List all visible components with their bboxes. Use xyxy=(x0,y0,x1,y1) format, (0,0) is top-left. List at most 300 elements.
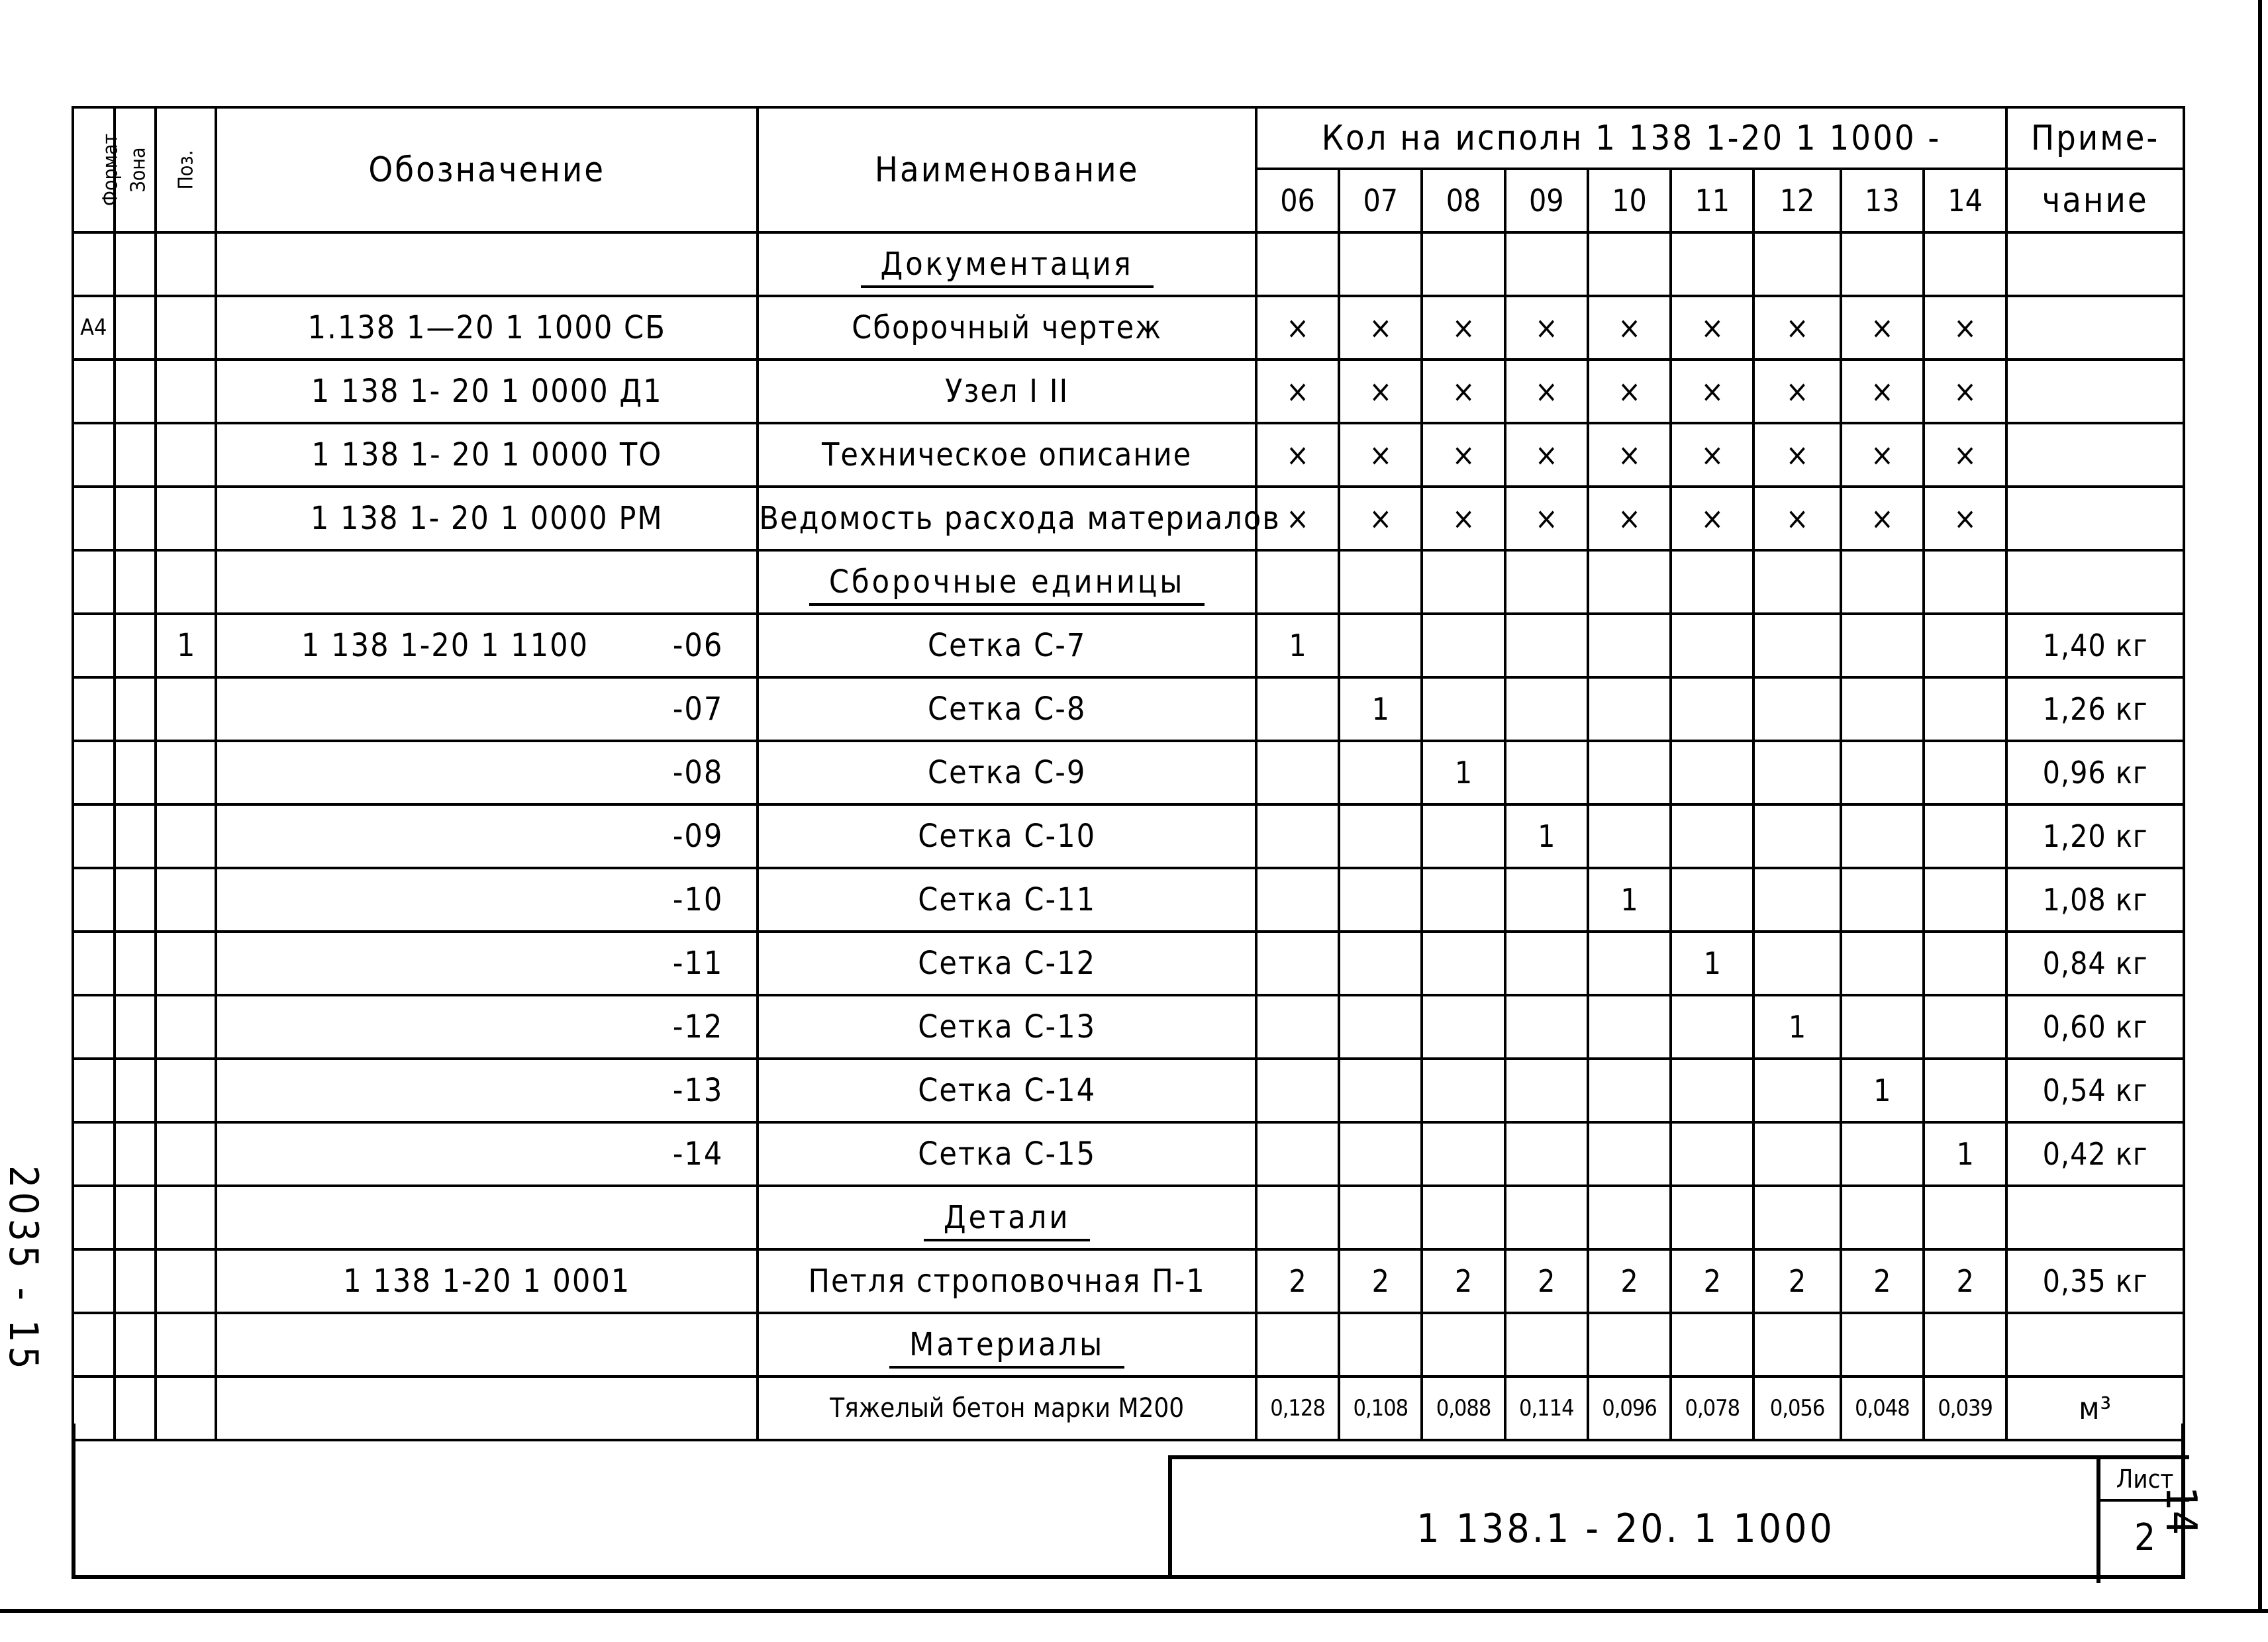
note-cell xyxy=(2006,232,2184,296)
position-cell xyxy=(156,1313,216,1376)
format-cell xyxy=(73,360,115,423)
zone-cell xyxy=(115,932,156,995)
quantity-cell xyxy=(1422,804,1504,868)
quantity-cell: × xyxy=(1422,423,1504,487)
quantity-cell: × xyxy=(1588,487,1671,550)
designation-cell xyxy=(216,1186,758,1249)
quantity-cell xyxy=(1841,995,1924,1059)
quantity-cell xyxy=(1588,932,1671,995)
quantity-cell xyxy=(1588,1186,1671,1249)
quantity-cell: 0,128 xyxy=(1256,1376,1339,1440)
quantity-cell: × xyxy=(1671,296,1753,360)
format-cell xyxy=(73,1313,115,1376)
quantity-cell: 0,056 xyxy=(1753,1376,1840,1440)
note-cell: 0,60 кг xyxy=(2006,995,2184,1059)
quantity-cell xyxy=(1256,868,1339,932)
quantity-cell: 1 xyxy=(1841,1059,1924,1122)
quantity-cell xyxy=(1422,1186,1504,1249)
quantity-cell xyxy=(1422,1059,1504,1122)
designation-text: 1 138 1-20 1 0001 xyxy=(343,1263,631,1300)
quantity-cell xyxy=(1505,232,1588,296)
note-cell xyxy=(2006,423,2184,487)
quantity-cell xyxy=(1339,1059,1422,1122)
variant-header-0: 06 xyxy=(1256,169,1339,232)
quantity-cell: 1 xyxy=(1753,995,1840,1059)
name-cell: Сетка С-7 xyxy=(758,614,1256,677)
quantity-cell: × xyxy=(1256,296,1339,360)
quantity-cell: × xyxy=(1753,487,1840,550)
format-cell xyxy=(73,487,115,550)
position-cell xyxy=(156,1186,216,1249)
name-cell: Сборочный чертеж xyxy=(758,296,1256,360)
table-row xyxy=(73,804,2184,868)
variant-header-5: 11 xyxy=(1671,169,1753,232)
format-cell xyxy=(73,550,115,614)
quantity-cell: 2 xyxy=(1422,1249,1504,1313)
quantity-cell xyxy=(1256,1186,1339,1249)
quantity-cell: × xyxy=(1841,487,1924,550)
quantity-cell xyxy=(1588,741,1671,804)
quantity-cell xyxy=(1671,868,1753,932)
table-row xyxy=(73,360,2184,423)
quantity-cell xyxy=(1505,932,1588,995)
name-cell: Узел I II xyxy=(758,360,1256,423)
quantity-cell xyxy=(1924,677,2006,741)
quantity-cell xyxy=(1505,741,1588,804)
quantity-cell xyxy=(1588,550,1671,614)
designation-header: Обозначение xyxy=(216,107,758,232)
variant-suffix: -08 xyxy=(672,754,724,791)
section-row xyxy=(73,1186,2184,1249)
quantity-cell: × xyxy=(1588,360,1671,423)
quantity-cell xyxy=(1339,995,1422,1059)
quantity-cell: 1 xyxy=(1339,677,1422,741)
quantity-cell: 0,114 xyxy=(1505,1376,1588,1440)
format-cell xyxy=(73,932,115,995)
quantity-cell xyxy=(1339,741,1422,804)
quantity-cell xyxy=(1924,741,2006,804)
format-cell xyxy=(73,423,115,487)
quantity-cell xyxy=(1753,868,1840,932)
variant-suffix: -14 xyxy=(672,1135,724,1173)
zone-cell xyxy=(115,1186,156,1249)
section-title-cell xyxy=(758,550,1256,614)
quantity-cell xyxy=(1588,1122,1671,1186)
note-cell xyxy=(2006,487,2184,550)
format-cell xyxy=(73,232,115,296)
designation-text: 1.138 1—20 1 1000 СБ xyxy=(307,309,666,346)
quantity-cell xyxy=(1339,932,1422,995)
quantity-cell xyxy=(1924,995,2006,1059)
section-title: Сборочные единицы xyxy=(809,563,1205,606)
quantity-cell: 0,088 xyxy=(1422,1376,1504,1440)
format-header: Формат xyxy=(73,107,115,232)
quantity-cell: × xyxy=(1671,423,1753,487)
right-border-line xyxy=(2258,0,2262,1609)
name-cell: Сетка С-12 xyxy=(758,932,1256,995)
sheet-label: Лист xyxy=(2100,1459,2189,1502)
quantity-cell xyxy=(1753,1313,1840,1376)
designation-cell xyxy=(216,1059,758,1122)
variant-suffix: -13 xyxy=(672,1072,724,1109)
variant-suffix: -09 xyxy=(672,818,724,855)
quantity-cell: 2 xyxy=(1256,1249,1339,1313)
quantity-cell xyxy=(1422,1313,1504,1376)
zone-cell xyxy=(115,741,156,804)
section-title: Детали xyxy=(924,1199,1091,1241)
name-cell: Петля строповочная П-1 xyxy=(758,1249,1256,1313)
table-row xyxy=(73,423,2184,487)
variant-header-4: 10 xyxy=(1588,169,1671,232)
name-cell: Сетка С-8 xyxy=(758,677,1256,741)
title-block-main xyxy=(1168,1455,2189,1579)
quantity-cell xyxy=(1753,932,1840,995)
position-cell xyxy=(156,677,216,741)
header-row-top xyxy=(73,107,2184,169)
quantity-cell xyxy=(1671,1313,1753,1376)
quantity-cell xyxy=(1422,868,1504,932)
designation-text: 1 138 1- 20 1 0000 Д1 xyxy=(311,373,663,410)
sheet-number: 2 xyxy=(2134,1516,2156,1559)
variant-header-3: 09 xyxy=(1505,169,1588,232)
quantity-cell xyxy=(1339,868,1422,932)
quantity-cell xyxy=(1256,1122,1339,1186)
quantity-cell: × xyxy=(1841,360,1924,423)
zone-cell xyxy=(115,360,156,423)
note-cell: 0,35 кг xyxy=(2006,1249,2184,1313)
variant-suffix: -06 xyxy=(672,627,724,664)
quantity-cell xyxy=(1422,232,1504,296)
quantity-cell: 2 xyxy=(1339,1249,1422,1313)
quantity-cell xyxy=(1339,232,1422,296)
position-cell xyxy=(156,741,216,804)
position-cell xyxy=(156,1122,216,1186)
variant-suffix: -11 xyxy=(672,945,724,982)
name-cell: Сетка С-10 xyxy=(758,804,1256,868)
quantity-cell: × xyxy=(1256,423,1339,487)
quantity-cell xyxy=(1671,995,1753,1059)
quantity-cell xyxy=(1753,1122,1840,1186)
format-cell xyxy=(73,614,115,677)
zone-cell xyxy=(115,804,156,868)
variant-suffix: -07 xyxy=(672,691,724,728)
note-cell xyxy=(2006,296,2184,360)
quantity-cell: 2 xyxy=(1924,1249,2006,1313)
name-cell: Тяжелый бетон марки М200 xyxy=(758,1376,1256,1440)
quantity-cell: × xyxy=(1924,487,2006,550)
quantity-cell xyxy=(1256,1059,1339,1122)
format-cell: А4 xyxy=(73,296,115,360)
quantity-cell: × xyxy=(1753,423,1840,487)
quantity-cell xyxy=(1256,995,1339,1059)
quantity-cell xyxy=(1841,868,1924,932)
quantity-cell xyxy=(1753,232,1840,296)
quantity-cell xyxy=(1256,550,1339,614)
quantity-cell: 2 xyxy=(1753,1249,1840,1313)
quantity-cell xyxy=(1753,741,1840,804)
quantity-cell xyxy=(1505,1186,1588,1249)
name-cell: Техническое описание xyxy=(758,423,1256,487)
zone-header: Зона xyxy=(115,107,156,232)
designation-cell xyxy=(216,614,758,677)
variant-header-6: 12 xyxy=(1753,169,1840,232)
section-title: Документация xyxy=(861,246,1154,288)
variant-suffix: -12 xyxy=(672,1008,724,1045)
position-cell xyxy=(156,995,216,1059)
quantity-cell xyxy=(1671,1122,1753,1186)
quantity-cell: × xyxy=(1505,360,1588,423)
table-row xyxy=(73,677,2184,741)
quantity-cell xyxy=(1924,1186,2006,1249)
note-cell: 1,20 кг xyxy=(2006,804,2184,868)
quantity-cell xyxy=(1753,1059,1840,1122)
quantity-cell: × xyxy=(1339,487,1422,550)
quantity-cell: 1 xyxy=(1256,614,1339,677)
note-cell: 1,40 кг xyxy=(2006,614,2184,677)
quantity-cell xyxy=(1753,1186,1840,1249)
quantity-cell xyxy=(1588,995,1671,1059)
quantity-cell xyxy=(1505,1313,1588,1376)
position-cell xyxy=(156,487,216,550)
quantity-cell xyxy=(1924,614,2006,677)
designation-cell xyxy=(216,360,758,423)
designation-cell xyxy=(216,1313,758,1376)
quantity-cell: 2 xyxy=(1841,1249,1924,1313)
note-cell xyxy=(2006,1186,2184,1249)
section-title: Материалы xyxy=(889,1326,1124,1369)
quantity-cell xyxy=(1256,232,1339,296)
quantity-cell xyxy=(1588,614,1671,677)
quantity-cell xyxy=(1841,232,1924,296)
quantity-cell: × xyxy=(1256,360,1339,423)
title-block xyxy=(72,1424,2185,1579)
quantity-cell xyxy=(1422,614,1504,677)
zone-cell xyxy=(115,1122,156,1186)
quantity-cell xyxy=(1753,804,1840,868)
table-row xyxy=(73,995,2184,1059)
section-title-cell xyxy=(758,232,1256,296)
quantity-cell xyxy=(1256,677,1339,741)
quantity-cell xyxy=(1924,868,2006,932)
quantity-cell xyxy=(1505,1122,1588,1186)
quantity-cell: × xyxy=(1924,360,2006,423)
table-row xyxy=(73,1122,2184,1186)
quantity-cell xyxy=(1671,614,1753,677)
position-cell xyxy=(156,1059,216,1122)
quantity-cell xyxy=(1339,614,1422,677)
designation-text: 1 138 1- 20 1 0000 ТО xyxy=(311,436,663,473)
quantity-cell xyxy=(1671,804,1753,868)
designation-text: 1 138 1-20 1 1100 xyxy=(301,627,589,664)
designation-cell xyxy=(216,423,758,487)
section-row xyxy=(73,550,2184,614)
quantity-cell xyxy=(1753,677,1840,741)
quantity-cell: × xyxy=(1256,487,1339,550)
name-cell: Сетка С-11 xyxy=(758,868,1256,932)
quantity-cell xyxy=(1256,741,1339,804)
quantity-cell: × xyxy=(1924,423,2006,487)
quantity-cell: × xyxy=(1753,360,1840,423)
variant-header-8: 14 xyxy=(1924,169,2006,232)
quantity-cell xyxy=(1671,677,1753,741)
quantity-cell xyxy=(1924,232,2006,296)
quantity-cell: × xyxy=(1422,360,1504,423)
designation-cell xyxy=(216,296,758,360)
quantity-cell: 1 xyxy=(1422,741,1504,804)
designation-cell xyxy=(216,868,758,932)
quantity-cell xyxy=(1671,232,1753,296)
position-cell xyxy=(156,550,216,614)
note-header-line1: Приме- xyxy=(2006,107,2184,169)
quantity-cell xyxy=(1422,1122,1504,1186)
section-row xyxy=(73,1313,2184,1376)
quantity-cell: 0,108 xyxy=(1339,1376,1422,1440)
zone-cell xyxy=(115,1313,156,1376)
quantity-cell xyxy=(1588,232,1671,296)
quantity-cell xyxy=(1588,677,1671,741)
quantity-cell: 0,096 xyxy=(1588,1376,1671,1440)
name-cell: Сетка С-9 xyxy=(758,741,1256,804)
position-cell xyxy=(156,804,216,868)
quantity-cell xyxy=(1505,868,1588,932)
zone-cell xyxy=(115,550,156,614)
position-cell xyxy=(156,232,216,296)
name-header: Наименование xyxy=(758,107,1256,232)
quantity-cell: × xyxy=(1841,296,1924,360)
quantity-cell: × xyxy=(1505,423,1588,487)
quantity-cell: × xyxy=(1505,296,1588,360)
format-cell xyxy=(73,804,115,868)
quantity-cell: × xyxy=(1422,296,1504,360)
format-cell xyxy=(73,1059,115,1122)
quantity-cell xyxy=(1841,677,1924,741)
quantity-cell: 2 xyxy=(1671,1249,1753,1313)
format-cell xyxy=(73,1122,115,1186)
quantity-cell xyxy=(1841,1122,1924,1186)
designation-cell xyxy=(216,487,758,550)
quantity-cell: 1 xyxy=(1505,804,1588,868)
quantity-cell xyxy=(1505,995,1588,1059)
quantity-cell xyxy=(1339,1186,1422,1249)
quantity-cell: 0,078 xyxy=(1671,1376,1753,1440)
quantity-cell xyxy=(1505,1059,1588,1122)
designation-cell xyxy=(216,932,758,995)
section-title-cell xyxy=(758,1313,1256,1376)
table-row xyxy=(73,1249,2184,1313)
table-row xyxy=(73,296,2184,360)
format-cell xyxy=(73,995,115,1059)
quantity-cell: 0,039 xyxy=(1924,1376,2006,1440)
quantity-cell: 1 xyxy=(1671,932,1753,995)
designation-cell xyxy=(216,232,758,296)
quantity-cell xyxy=(1505,614,1588,677)
table-row xyxy=(73,932,2184,995)
position-cell xyxy=(156,423,216,487)
note-cell xyxy=(2006,550,2184,614)
quantity-cell: 2 xyxy=(1505,1249,1588,1313)
variant-header-1: 07 xyxy=(1339,169,1422,232)
quantity-cell xyxy=(1924,1313,2006,1376)
quantity-cell xyxy=(1753,614,1840,677)
quantity-cell xyxy=(1841,932,1924,995)
zone-cell xyxy=(115,677,156,741)
designation-cell xyxy=(216,995,758,1059)
quantity-cell xyxy=(1924,1059,2006,1122)
quantity-cell: × xyxy=(1841,423,1924,487)
position-header: Поз. xyxy=(156,107,216,232)
variant-suffix: -10 xyxy=(672,881,724,918)
quantity-cell xyxy=(1671,550,1753,614)
position-cell: 1 xyxy=(156,614,216,677)
designation-cell xyxy=(216,677,758,741)
quantity-cell xyxy=(1841,741,1924,804)
name-cell: Сетка С-13 xyxy=(758,995,1256,1059)
note-cell: 0,54 кг xyxy=(2006,1059,2184,1122)
zone-cell xyxy=(115,423,156,487)
position-cell xyxy=(156,1249,216,1313)
designation-cell xyxy=(216,804,758,868)
quantity-cell: × xyxy=(1339,360,1422,423)
note-cell: 1,26 кг xyxy=(2006,677,2184,741)
quantity-cell xyxy=(1924,550,2006,614)
quantity-cell: 2 xyxy=(1588,1249,1671,1313)
designation-cell xyxy=(216,741,758,804)
zone-cell xyxy=(115,1059,156,1122)
name-cell: Ведомость расхода материалов xyxy=(758,487,1256,550)
format-cell xyxy=(73,868,115,932)
section-title-cell xyxy=(758,1186,1256,1249)
quantity-cell: × xyxy=(1505,487,1588,550)
note-cell: 0,84 кг xyxy=(2006,932,2184,995)
format-cell xyxy=(73,741,115,804)
position-cell xyxy=(156,360,216,423)
position-cell xyxy=(156,296,216,360)
note-cell xyxy=(2006,360,2184,423)
quantity-cell: × xyxy=(1588,423,1671,487)
quantity-cell: 1 xyxy=(1588,868,1671,932)
variant-header-2: 08 xyxy=(1422,169,1504,232)
zone-cell xyxy=(115,614,156,677)
note-header-line2: чание xyxy=(2006,169,2184,232)
variant-header-7: 13 xyxy=(1841,169,1924,232)
quantity-cell xyxy=(1256,804,1339,868)
format-cell xyxy=(73,677,115,741)
zone-cell xyxy=(115,995,156,1059)
quantity-cell xyxy=(1256,932,1339,995)
quantity-cell xyxy=(1841,614,1924,677)
note-cell: 0,96 кг xyxy=(2006,741,2184,804)
note-cell: 1,08 кг xyxy=(2006,868,2184,932)
quantity-cell xyxy=(1841,804,1924,868)
table-row xyxy=(73,868,2184,932)
quantity-cell: 1 xyxy=(1924,1122,2006,1186)
quantity-cell xyxy=(1841,1186,1924,1249)
note-cell: 0,42 кг xyxy=(2006,1122,2184,1186)
table-row xyxy=(73,614,2184,677)
specification-body xyxy=(73,232,2184,1440)
quantity-cell: × xyxy=(1339,423,1422,487)
quantity-cell xyxy=(1841,550,1924,614)
position-cell xyxy=(156,932,216,995)
quantity-cell xyxy=(1339,804,1422,868)
quantity-header: Кол на исполн 1 138 1-20 1 1000 - xyxy=(1256,107,2006,169)
quantity-cell xyxy=(1339,550,1422,614)
quantity-cell xyxy=(1924,804,2006,868)
quantity-cell: × xyxy=(1753,296,1840,360)
table-row xyxy=(73,487,2184,550)
zone-cell xyxy=(115,296,156,360)
quantity-cell xyxy=(1924,932,2006,995)
